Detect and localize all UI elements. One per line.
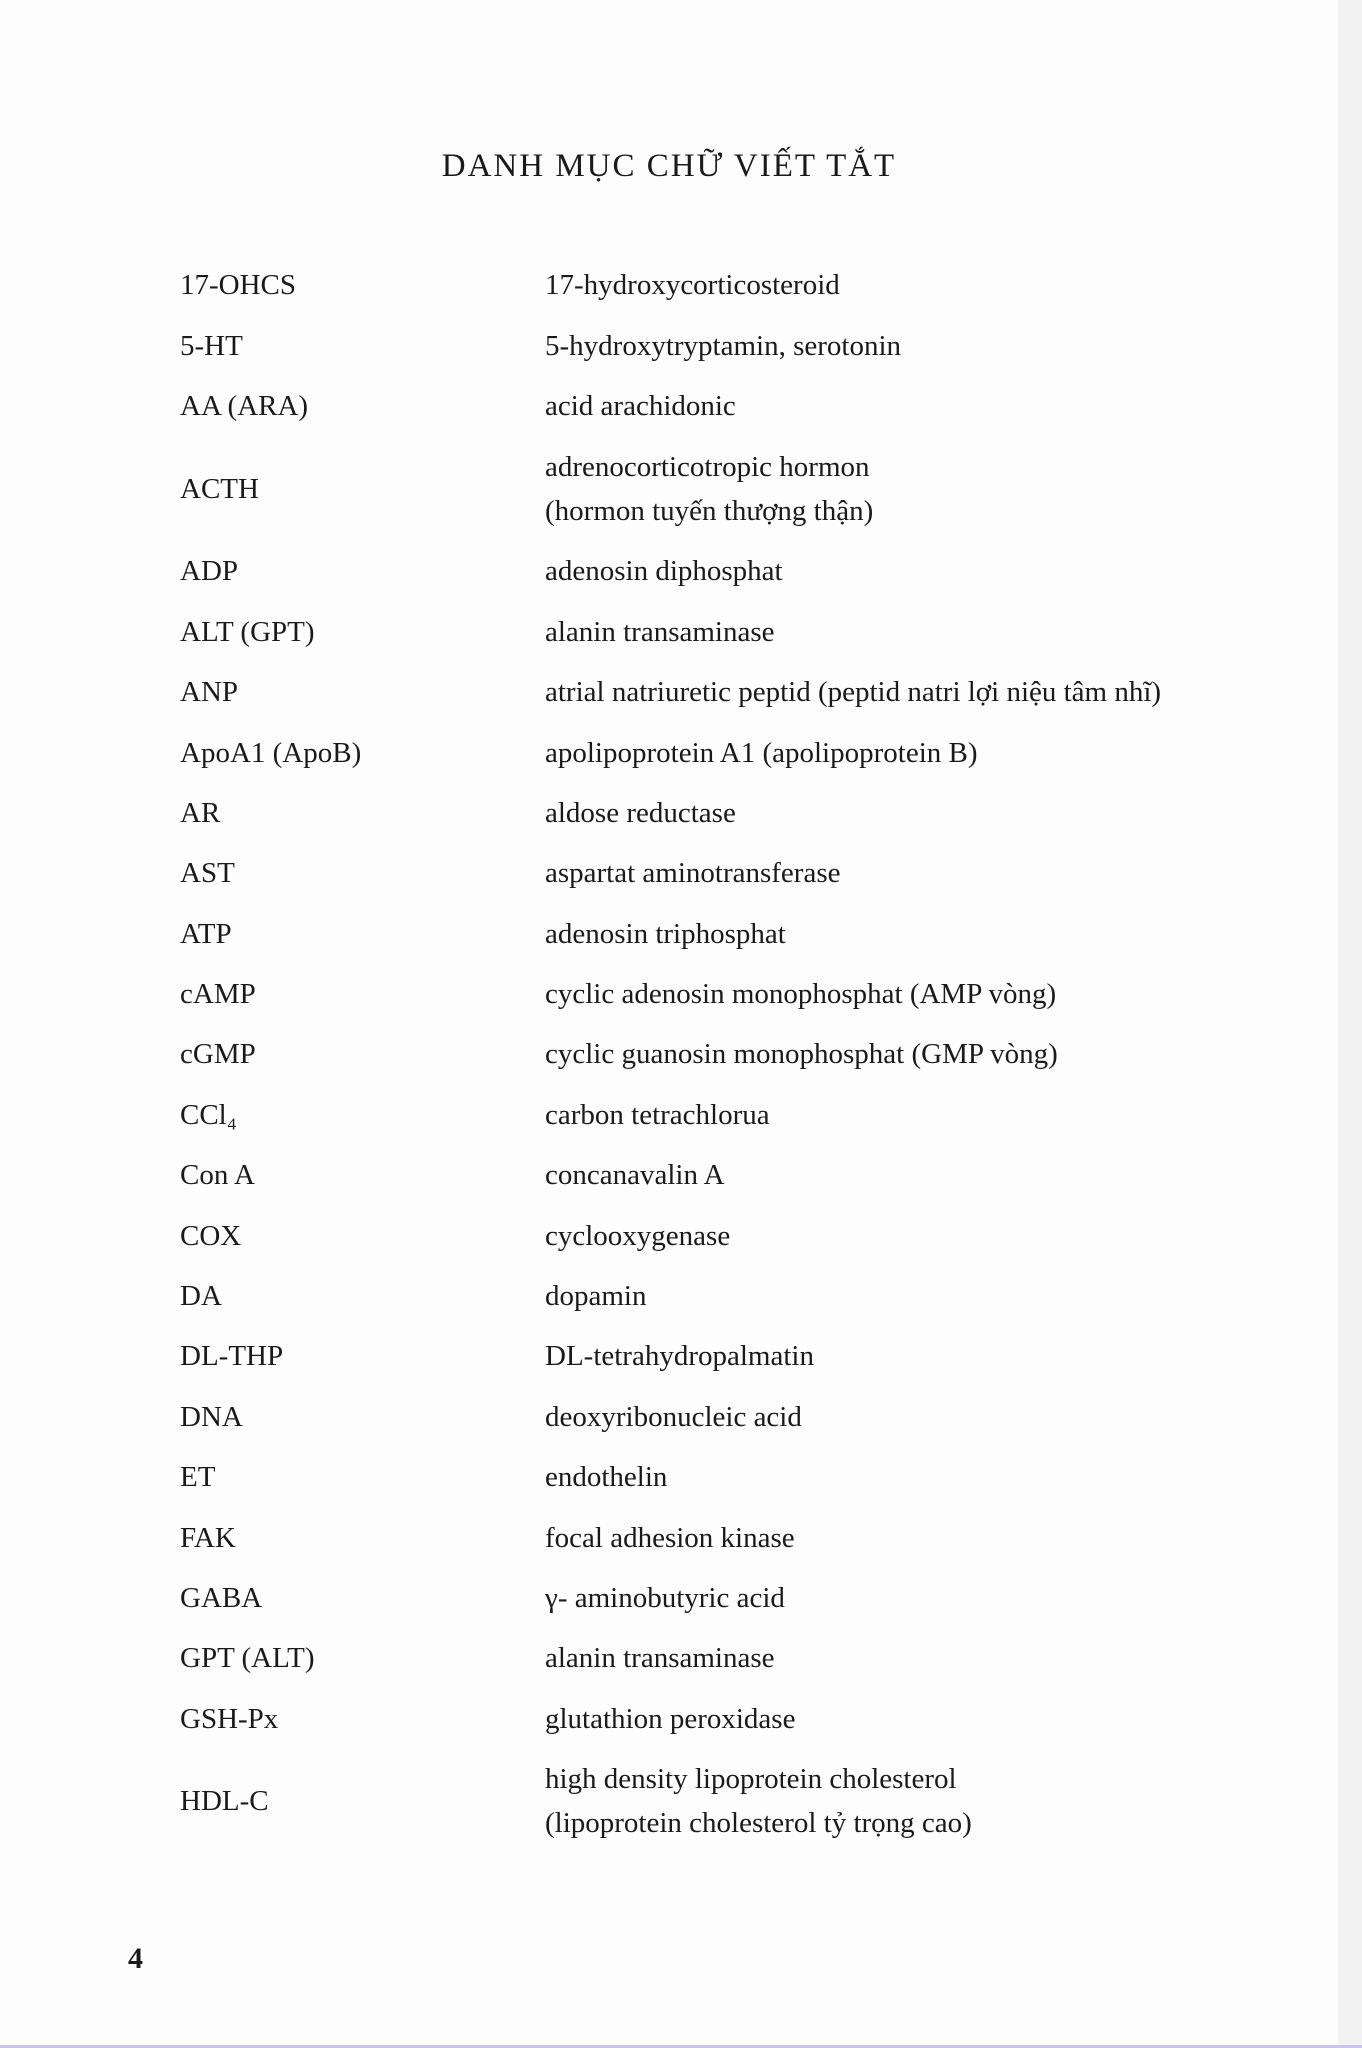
definition [545, 1214, 1240, 1258]
definition [545, 1093, 1240, 1137]
definition [545, 1395, 1240, 1439]
list-item [180, 1507, 1240, 1567]
definition [545, 791, 1240, 835]
definition-line: aspartat aminotransferase [545, 857, 841, 890]
definition-line: γ- aminobutyric acid [545, 1582, 785, 1614]
definition [545, 263, 1240, 307]
definition [545, 1455, 1240, 1499]
abbreviation: ATP [180, 917, 232, 950]
list-item [180, 1447, 1240, 1507]
abbreviation: ApoA1 (ApoB) [180, 736, 362, 769]
definition [545, 731, 1240, 775]
abbreviation: FAK [180, 1521, 236, 1554]
abbreviation: ACTH [180, 472, 259, 505]
list-item [180, 602, 1240, 662]
list-item [180, 255, 1240, 315]
definition [545, 1274, 1240, 1318]
abbreviation: DL-THP [180, 1340, 284, 1373]
definition [545, 1757, 1240, 1845]
abbreviation: HDL-C [180, 1785, 269, 1818]
abbreviation: ALT (GPT) [180, 615, 315, 648]
definition-line: alanin transaminase [545, 1642, 775, 1675]
abbreviation: DNA [180, 1400, 243, 1433]
definition-line: cyclic adenosin monophosphat (AMP vòng) [545, 978, 1057, 1011]
page-title: DANH MỤC CHỮ VIẾT TẮT [441, 148, 897, 184]
definition [545, 1153, 1240, 1197]
list-item [180, 783, 1240, 843]
abbreviation: CCl₄ [180, 1098, 237, 1131]
definition-line: endothelin [545, 1461, 668, 1494]
definition-line: adenosin diphosphat [545, 555, 783, 588]
list-item [180, 1205, 1240, 1265]
list-item [180, 1266, 1240, 1326]
list-item [180, 1326, 1240, 1386]
definition [545, 549, 1240, 593]
definition-line: high density lipoprotein cholesterol [545, 1763, 957, 1796]
list-item [180, 964, 1240, 1024]
definition-line: adenosin triphosphat [545, 917, 786, 950]
list-item [180, 436, 1240, 541]
definition-line: glutathion peroxidase [545, 1702, 796, 1735]
definition-line: acid arachidonic [545, 389, 736, 422]
definition-line: atrial natriuretic peptid (peptid natri lợi niệu tâm nhĩ) [545, 676, 1162, 709]
definition [545, 610, 1240, 654]
list-item [180, 376, 1240, 436]
list-item [180, 1749, 1240, 1854]
abbreviation: 17-OHCS [180, 269, 297, 302]
definition-line: alanin transaminase [545, 615, 775, 648]
abbreviation: 5-HT [180, 329, 243, 362]
abbreviation: DA [180, 1280, 222, 1313]
abbreviation: Con A [180, 1159, 255, 1192]
page-number: 4 [128, 1942, 143, 1975]
definition-line: apolipoprotein A1 (apolipoprotein B) [545, 736, 978, 769]
abbreviation: cAMP [180, 978, 256, 1011]
abbreviation: ET [180, 1461, 216, 1494]
list-item [180, 722, 1240, 782]
abbreviation: COX [180, 1219, 242, 1252]
definition-line: deoxyribonucleic acid [545, 1400, 802, 1433]
definition-line: (lipoprotein cholesterol tỷ trọng cao) [545, 1807, 972, 1840]
page-edge [1338, 0, 1362, 2048]
definition [545, 1576, 1240, 1620]
definition-line: cyclic guanosin monophosphat (GMP vòng) [545, 1038, 1058, 1071]
abbreviation: GSH-Px [180, 1702, 279, 1735]
definition-line: adrenocorticotropic hormon [545, 450, 870, 483]
definition [545, 1636, 1240, 1680]
definition-line: dopamin [545, 1280, 647, 1313]
list-item [180, 1145, 1240, 1205]
definition-line: concanavalin A [545, 1159, 725, 1192]
definition-line: focal adhesion kinase [545, 1521, 795, 1554]
definition [545, 1516, 1240, 1560]
abbreviation: ANP [180, 676, 239, 709]
abbreviation: ADP [180, 555, 239, 588]
definition-line: DL-tetrahydropalmatin [545, 1340, 814, 1373]
definition-line: carbon tetrachlorua [545, 1098, 770, 1131]
list-item [180, 315, 1240, 375]
list-item [180, 1387, 1240, 1447]
definition [545, 851, 1240, 895]
abbreviation-list [180, 255, 1240, 1854]
definition-line: cyclooxygenase [545, 1219, 731, 1252]
definition-line: aldose reductase [545, 796, 736, 829]
abbreviation: AR [180, 796, 221, 829]
list-item [180, 541, 1240, 601]
definition-line: 17-hydroxycorticosteroid [545, 269, 840, 302]
definition-line: 5-hydroxytryptamin, serotonin [545, 329, 902, 362]
definition [545, 324, 1240, 368]
abbreviation: GABA [180, 1582, 263, 1614]
definition [545, 445, 1240, 533]
list-item [180, 843, 1240, 903]
list-item [180, 662, 1240, 722]
definition-line: (hormon tuyến thượng thận) [545, 494, 874, 527]
list-item [180, 1024, 1240, 1084]
abbreviation: AST [180, 857, 235, 890]
definition [545, 1334, 1240, 1378]
definition [545, 972, 1240, 1016]
list-item [180, 904, 1240, 964]
definition [545, 1697, 1240, 1741]
definition [545, 912, 1240, 956]
list-item [180, 1628, 1240, 1688]
definition [545, 384, 1240, 428]
abbreviation: GPT (ALT) [180, 1642, 315, 1675]
list-item [180, 1568, 1240, 1628]
list-item [180, 1085, 1240, 1145]
definition [545, 670, 1240, 714]
definition [545, 1032, 1240, 1076]
abbreviation: cGMP [180, 1038, 256, 1071]
abbreviation: AA (ARA) [180, 389, 309, 422]
list-item [180, 1689, 1240, 1749]
